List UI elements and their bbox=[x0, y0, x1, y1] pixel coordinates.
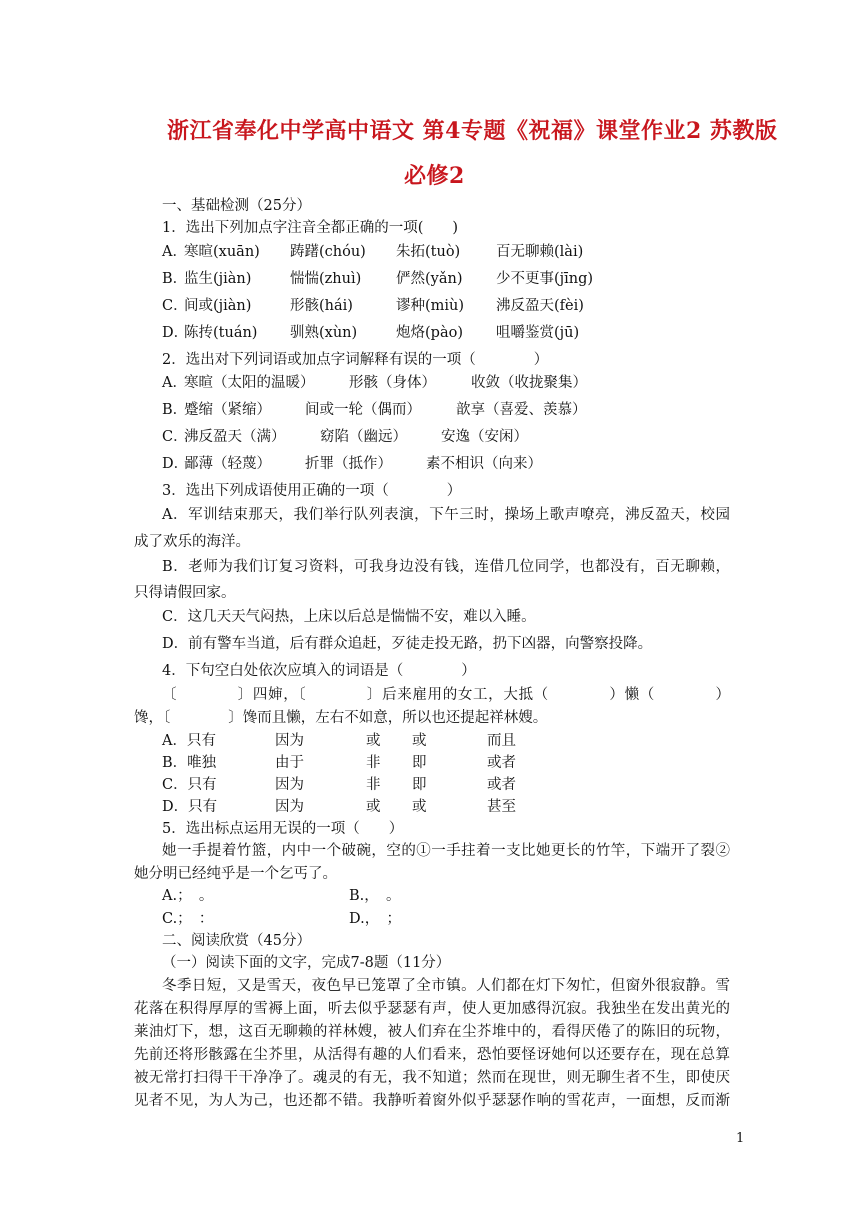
question-3-option-d: D．前有警车当道，后有群众追赶，歹徒走投无路，扔下凶器，向警察投降。 bbox=[162, 636, 653, 652]
page-number: 1 bbox=[736, 1131, 745, 1146]
question-5-option-a: A.； 。 bbox=[162, 888, 214, 904]
question-1-stem: 1．选出下列加点字注音全都正确的一项( ) bbox=[162, 220, 459, 236]
question-3-option-b-line-2: 只得请假回家。 bbox=[134, 585, 236, 601]
question-4-sentence-line-2: 馋，〔 〕馋而且懒，左右不如意，所以也还提起祥林嫂。 bbox=[134, 710, 548, 726]
reading-intro: （一）阅读下面的文字，完成7-8题（11分） bbox=[162, 955, 451, 971]
question-2-stem: 2．选出对下列词语或加点字词解释有误的一项（ ） bbox=[162, 352, 549, 368]
question-4-sentence-line-1: 〔 〕四婶，〔 〕后来雇用的女工，大抵（ ）懒（ ） bbox=[162, 687, 730, 703]
question-3-option-a-line-1: A．军训结束那天，我们举行队列表演，下午三时，操场上歌声嘹亮，沸反盈天，校园 bbox=[162, 507, 730, 523]
question-5-stem: 5．选出标点运用无误的一项（ ） bbox=[162, 821, 404, 837]
question-3-option-a-line-2: 成了欢乐的海洋。 bbox=[134, 534, 250, 550]
reading-passage-line: 莱油灯下，想，这百无聊赖的祥林嫂，被人们弃在尘芥堆中的，看得厌倦了的陈旧的玩物， bbox=[134, 1024, 730, 1040]
document-title-line-2: 必修2 bbox=[404, 163, 465, 189]
document-page: 浙江省奉化中学高中语文 第4专题《祝福》课堂作业2 苏教版 必修2 一、基础检测（25分） 1．选出下列加点字注音全都正确的一项( ) A． 寒暄(xuān) 踌躇(chóu) 朱拓(tuò) 百无聊赖(lài) B． 监生(jiàn) 惴惴(zhuì) 俨然(yǎn) 少不更事(jīng) C． 间或(jiàn) 形骸(hái) 谬种(miù) 沸反盈天(fèi) D． 陈抟(tuán) 驯熟(xùn) 炮烙(pào) 咀嚼鉴赏(jū) 2．选出对下列词语或加点字词解释有误的一项（ ） A． 寒暄（太阳的温暖） 形骸（身体） 收敛（收拢聚集） B． 蹙缩（紧缩） 间或一轮（偶而） 歆享（喜爱、羡慕） C． 沸反盈天（满） 窈陷（幽远） 安逸（安闲） D． 鄙薄（轻蔑） 折罪（抵作） 素不相识（向来） 3．选出下列成语使用正确的一项（ ） A．军训结束那天，我们举行队列表演，下午三时，操场上歌声嘹亮，沸反盈天，校园 成了欢乐的海洋。 B．老师为我们订复习资料，可我身边没有钱，连借几位同学，也都没有，百无聊赖， 只得请假回家。 C．这几天天气闷热，上床以后总是惴惴不安，难以入睡。 D．前有警车当道，后有群众追赶，歹徒走投无路，扔下凶器，向警察投降。 4．下句空白处依次应填入的词语是（ ） 〔 〕四婶，〔 〕后来雇用的女工，大抵（ ）懒（ ） 馋，〔 〕馋而且懒，左右不如意，所以也还提起祥林嫂。 A．只有 因为 或 或 而且 B．唯独 由于 非 即 或者 C．只有 因为 非 即 或者 D．只有 因为 或 或 甚至 5．选出标点运用无误的一项（ ） 她一手提着竹篮，内中一个破碗，空的①一手拄着一支比她更长的竹竿，下端开了裂② 她分明已经纯乎是一个乞丐了。 A.； 。 B.， 。 C.； ： D.， ； 二、阅读欣赏（45分） （一）阅读下面的文字，完成7-8题（11分） 冬季日短，又是雪天，夜色早已笼罩了全市镇。人们都在灯下匆忙，但窗外很寂静。雪 花落在积得厚厚的雪褥上面，听去似乎瑟瑟有声，使人更加感得沉寂。我独坐在发出黄光的 莱油灯下，想，这百无聊赖的祥林嫂，被人们弃在尘芥堆中的，看得厌倦了的陈旧的玩物， 先前还将形骸露在尘芥里，从活得有趣的人们看来，恐怕要怪讶她何以还要存在，现在总算 被无常打扫得干干净净了。魂灵的有无，我不知道；然而在现世，则无聊生者不生，即使厌 见者不见，为人为己，也还都不错。我静听着窗外似乎瑟瑟作响的雪花声，一面想，反而渐 1 bbox=[0, 0, 860, 1216]
reading-passage-line: 见者不见，为人为己，也还都不错。我静听着窗外似乎瑟瑟作响的雪花声，一面想，反而渐 bbox=[134, 1093, 730, 1109]
question-4-stem: 4．下句空白处依次应填入的词语是（ ） bbox=[162, 663, 476, 679]
question-3-option-c: C．这几天天气闷热，上床以后总是惴惴不安，难以入睡。 bbox=[162, 609, 536, 625]
section-heading-basic: 一、基础检测（25分） bbox=[162, 198, 311, 214]
reading-passage-line: 花落在积得厚厚的雪褥上面，听去似乎瑟瑟有声，使人更加感得沉寂。我独坐在发出黄光的 bbox=[134, 1001, 730, 1017]
question-5-passage-line-1: 她一手提着竹篮，内中一个破碗，空的①一手拄着一支比她更长的竹竿，下端开了裂② bbox=[162, 843, 730, 859]
question-5-passage-line-2: 她分明已经纯乎是一个乞丐了。 bbox=[134, 866, 337, 882]
question-5-option-b: B.， 。 bbox=[349, 888, 401, 904]
reading-passage-line: 冬季日短，又是雪天，夜色早已笼罩了全市镇。人们都在灯下匆忙，但窗外很寂静。雪 bbox=[162, 978, 730, 994]
section-heading-reading: 二、阅读欣赏（45分） bbox=[162, 933, 311, 949]
question-5-option-d: D.， ； bbox=[349, 911, 401, 927]
question-5-option-c: C.； ： bbox=[162, 911, 214, 927]
reading-passage-line: 被无常打扫得干干净净了。魂灵的有无，我不知道；然而在现世，则无聊生者不生，即使厌 bbox=[134, 1070, 730, 1086]
question-3-option-b-line-1: B．老师为我们订复习资料，可我身边没有钱，连借几位同学，也都没有，百无聊赖， bbox=[162, 559, 730, 575]
document-title-line-1: 浙江省奉化中学高中语文 第4专题《祝福》课堂作业2 苏教版 bbox=[167, 118, 778, 144]
question-3-stem: 3．选出下列成语使用正确的一项（ ） bbox=[162, 483, 462, 499]
reading-passage-line: 先前还将形骸露在尘芥里，从活得有趣的人们看来，恐怕要怪讶她何以还要存在，现在总算 bbox=[134, 1047, 730, 1063]
